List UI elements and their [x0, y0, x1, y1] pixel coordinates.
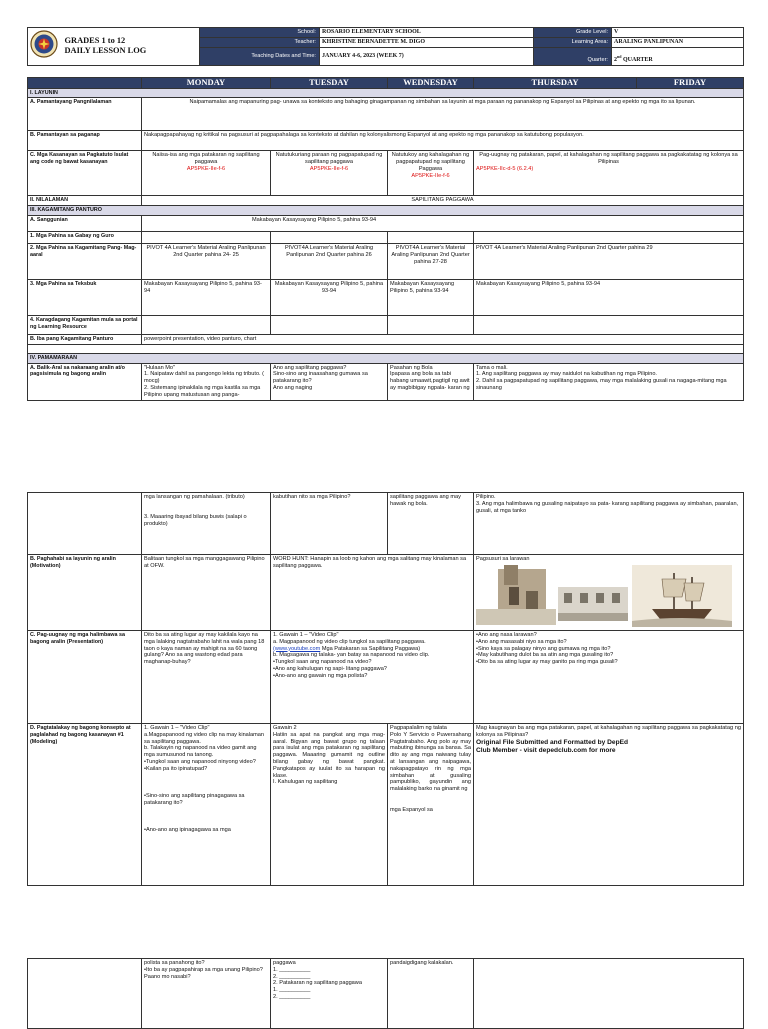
label-iba-pang-kagamitan: B. Iba pang Kagamitang Panturo [28, 334, 142, 344]
continued-monday: mga lansangan ng pamahalaan. (tributo) 3. Maaaring ibayad bilang buwis (salapi o produkto) [142, 493, 271, 555]
lm-wednesday: PIVOT4A Learner's Material Araling Panlipunan 2nd Quarter pahina 27-28 [388, 243, 474, 279]
presentation-thursday: •Ano ang nasa larawan? •Ano ang masasabi niyo sa mga ito? •Sino kaya sa palagay ninyo ang gumawa ng mga ito? •May kabutihang dulot ba sa atin ang mga gusaling ito? •Dito ba sa ating lugar ay may ganito pa ring mga gusali? [474, 631, 744, 724]
kasanayan-monday: Naiisa-isa ang mga patakaran ng sapilitang paggawa AP5PKE-IIe-f-6 [142, 151, 271, 196]
balik-aral-thursday: Tama o mali. 1. Ang sapilitang paggawa ay may naidulot na kabutihan ng mga Pilipino. 2. Dahil sa pagpapatupad ng sapilitang paggawa, may mga malalaking gusali na nagaga-mitang mga sinaunang [474, 363, 744, 400]
quarter-label: Quarter: [534, 47, 612, 65]
label-modeling: D. Pagtatalakay ng bagong konsepto at paglalahad ng bagong kasanayan #1 (Modeling) [28, 724, 142, 886]
label-presentation: C. Pag-uugnay ng mga halimbawa sa bagong aralin (Presentation) [28, 631, 142, 724]
watermark-line-1: Original File Submitted and Formatted by DepEd [476, 738, 629, 746]
teksbuk-monday: Makabayan Kasaysayang Pilipino 5, pahina 93-94 [142, 279, 271, 315]
modeling-thursday: Mag kaugnayan ba ang mga patakaran, papel, at kahalagahan ng sapilitang paggawa sa pagkakatatag ng kolonya sa Pilipinas? Original File Submitted and Formatted by DepEd Club Member - visit depedclub.com for more [474, 724, 744, 886]
youtube-link[interactable]: (www.youtube.com [273, 645, 321, 652]
lm-tuesday: PIVOT4A Learner's Material Araling Panlipunan 2nd Quarter pahina 26 [271, 243, 388, 279]
day-tuesday: TUESDAY [271, 77, 388, 88]
lm-thursday: PIVOT 4A Learner's Material Araling Panlipunan 2nd Quarter pahina 29 [474, 243, 744, 279]
motivation-tuesday: WORD HUNT: Hanapin sa loob ng kahon ang mga salitang may kinalaman sa sapilitang paggawa. [271, 555, 474, 631]
label-gabay-guro: 1. Mga Pahina sa Gabay ng Guro [28, 231, 142, 243]
label-kasanayan: C. Mga Kasanayan sa Pagkatuto Isulat ang code ng bawat kasanayan [28, 151, 142, 196]
section-kagamitang-panturo: III. KAGAMITANG PANTURO [28, 206, 744, 216]
page-3 [27, 958, 743, 1029]
balik-aral-wednesday: Pasahan ng Bola Ipapasa ang bola sa tabi habang umaawit,pagtigil ng awit ay magbibigay ngpala- karan ng [388, 363, 474, 400]
dates-label: Teaching Dates and Time: [200, 47, 320, 65]
iba-pang-kagamitan-text: powerpoint presentation, video panturo, chart [142, 334, 744, 344]
motivation-thursday: Pagsusuri sa larawan [474, 555, 744, 631]
label-pamantayang-pangnilalaman: A. Pamantayang Pangnilalaman [28, 98, 142, 131]
section-pamamaraan: IV. PAMAMARAAN [28, 353, 744, 363]
label-pamantayan-paganap: B. Pamantayan sa paganap [28, 131, 142, 151]
modeling-tuesday: Gawain 2 Hatiin sa apat na pangkat ang mga mag-aaral. Bigyan ang bawat grupo ng talaan para isulat ang mga patakaran ng sapilitang paggawa. Maaaring gumamit ng outline bilang gabay ng bawat pangkat. Pangkatapos ay iuulat ito sa harapan ng klase. I. Kahulugan ng sapilitang [271, 724, 388, 886]
balik-aral-monday: "Hulaan Mo" 1. Naipataw dahil sa pangongo lekta ng tributo. ( mocg) 2. Sistemang ipinakilala ng mga kastila sa mga Pilipino upang matustusan ang panga- [142, 363, 271, 400]
kasanayan-thursday: Pag-uugnay ng patakaran, papel, at kahalagahan ng sapilitang paggawa sa pagkakatatag ng kolonya sa Pilipinas AP5PKE-IIc-d-5 (6.2.4) [474, 151, 744, 196]
day-friday: FRIDAY [637, 77, 744, 88]
kasanayan-tuesday: Natutukuriang paraan ng pagpapatupad ng sapilitang paggawa AP5PKE-IIe-f-6 [271, 151, 388, 196]
day-monday: MONDAY [142, 77, 271, 88]
grade-level: V [612, 28, 744, 38]
continued-tuesday: kabutihan nito sa mga Pilipino? [271, 493, 388, 555]
day-thursday: THURSDAY [474, 77, 637, 88]
motivation-monday: Balitaan tungkol sa mga manggagawang Pilipino at OFW. [142, 555, 271, 631]
balik-aral-tuesday: Ano ang sapilitang paggawa? Sino-sino ang inaasahang gumawa sa patakarang ito? Ano ang naging [271, 363, 388, 400]
continued-wednesday: sapilitang paggawa ang may hawak ng bola. [388, 493, 474, 555]
lm-monday: PIVOT 4A Learner's Material Araling Panlipunan 2nd Quarter pahina 24- 25 [142, 243, 271, 279]
presentation-monday: Dito ba sa ating lugar ay may kakilala kayo na mga lalaking nagtatrabaho lahit na wala pang 18 taon o kaya naman ay mahigit na sa 60 taong gulang? Ano sa ang wastong edad para maghanap-buhay? [142, 631, 271, 724]
presentation-tuesday: 1. Gawain 1 – "Video Clip" a. Magpapanood ng video clip tungkol sa sapilitang paggawa. (www.youtube.com Mga Patakaran sa Sapilitang Paggawa) b. Magsagawa ng talaka- yan batay sa napanood na video clip. •Tungkol saan ang napanood na video? •Ano ang kahulugan ng sapi- litang paggawa? •Ano-ano ang gawain ng mga polista? [271, 631, 474, 724]
sanggunian-text: Makabayan Kasaysayang Pilipino 5, pahina 93-94 [142, 215, 744, 231]
page3-tuesday: paggawa 1. __________ 2. __________ 2. Patakaran ng sapilitang paggawa 1. __________ 2. __________ [271, 959, 388, 1029]
lesson-table-page1 [27, 77, 744, 401]
page3-wednesday: pandaigdigang kalakalan. [388, 959, 474, 1029]
teksbuk-thursday: Makabayan Kasaysayang Pilipino 5, pahina 93-94 [474, 279, 744, 315]
label-balik-aral: A. Balik-Aral sa nakaraang aralin at/o pagsisimula ng bagong aralin [28, 363, 142, 400]
label-kagamitang-mag-aaral: 2. Mga Pahina sa Kagamitang Pang- Mag-aaral [28, 243, 142, 279]
section-layunin: I. LAYUNIN [28, 88, 744, 98]
deped-seal [28, 28, 63, 66]
teaching-dates: JANUARY 4-6, 2023 (WEEK 7) [320, 47, 534, 65]
page3-monday: polista sa panahong ito? •Ito ba ay pagpapahirap sa mga unang Pilipino? Paano mo nasabi? [142, 959, 271, 1029]
document-title: GRADES 1 to 12 DAILY LESSON LOG [64, 36, 147, 56]
label-teksbuk: 3. Mga Pahina sa Teksbuk [28, 279, 142, 315]
teacher-label: Teacher: [200, 37, 320, 47]
school-name: ROSARIO ELEMENTARY SCHOOL [320, 28, 534, 38]
text-pamantayang-pangnilalaman: Naipamamalas ang mapanuring pag- unawa sa konteksto ang bahaging ginagampanan ng simbahan sa layunin at mga paraan ng pananakop ng Espanyol sa Pilipinas at ang epekto ng mga ito sa lipunan. [142, 98, 744, 131]
text-pamantayan-paganap: Nakapagpapahayag ng kritikal na pagsusuri at pagpapahalaga sa konteksto at dahilan ng kolonyalismong Espanyol at ang epekto ng mga pananakop sa katutubong populasyon. [142, 131, 744, 151]
label-motivation: B. Paghahabi sa layunin ng aralin (Motivation) [28, 555, 142, 631]
area-label: Learning Area: [534, 37, 612, 47]
label-sanggunian: A. Sanggunian [28, 215, 142, 231]
day-wednesday: WEDNESDAY [388, 77, 474, 88]
lesson-table-page2 [27, 492, 744, 886]
watermark-line-2: Club Member - visit depedclub.com for more [476, 746, 616, 754]
quarter: 2nd QUARTER [612, 47, 744, 65]
continued-thursday: Pilipino. 3. Ang mga halimbawa ng gusaling naipatayo sa pata- karang sapilitang paggawa ay simbahan, paaralan, gusali, at mga tanko [474, 493, 744, 555]
label-karagdagang-kagamitan: 4. Karagdagang Kagamitan mula sa portal ng Learning Resource [28, 315, 142, 334]
learning-area: ARALING PANLIPUNAN [612, 37, 744, 47]
header-table [27, 27, 744, 66]
teacher-name: KHRISTINE BERNADETTE M. DIGO [320, 37, 534, 47]
nilalaman-text: SAPILITANG PAGGAWA [142, 196, 744, 206]
modeling-wednesday: Pagpapalalim ng talata Polo Y Servicio o Puwersahang Pagtatrabaho. Ang polo ay may mabuting ibinunga sa bansa. Sa dito ay ang mga naiwang tulay at lansangan ang naipagawa, nakapagpatayo rin ng mga simbahan at gusaling pampubliko, gayundin ang malalaking barko na ginamit ng mga Espanyol sa [388, 724, 474, 886]
school-label: School: [200, 28, 320, 38]
section-nilalaman: II. NILALAMAN [28, 196, 142, 206]
teksbuk-wednesday: Makabayan Kasaysayang Pilipino 5, pahina 93-94 [388, 279, 474, 315]
grade-label: Grade Level: [534, 28, 612, 38]
page-2 [27, 492, 743, 886]
corner-cell [28, 77, 142, 88]
lesson-table-page3 [27, 958, 744, 1029]
modeling-monday: 1. Gawain 1 – "Video Clip" a.Magpapanood ng video clip na may kinalaman sa sapilitang paggawa. b. Talakayin ng napanood na video gamit ang mga sumusunod na tanong. •Tungkol saan ang napanood ninyong video? •Kailan pa ito ipinatupad? •Sino-sino ang sapilitang pinagagawa sa patakarang ito? •Ano-ano ang ipinagagawa sa mga [142, 724, 271, 886]
kasanayan-wednesday: Natutukoy ang kahalagahan ng pagpapatupad ng sapilitang Paggawa AP5PKE-IIe-f-6 [388, 151, 474, 196]
page-1 [27, 27, 743, 401]
teksbuk-tuesday: Makabayan Kasaysayang Pilipino 5, pahina 93-94 [271, 279, 388, 315]
historic-buildings-image [476, 565, 734, 627]
